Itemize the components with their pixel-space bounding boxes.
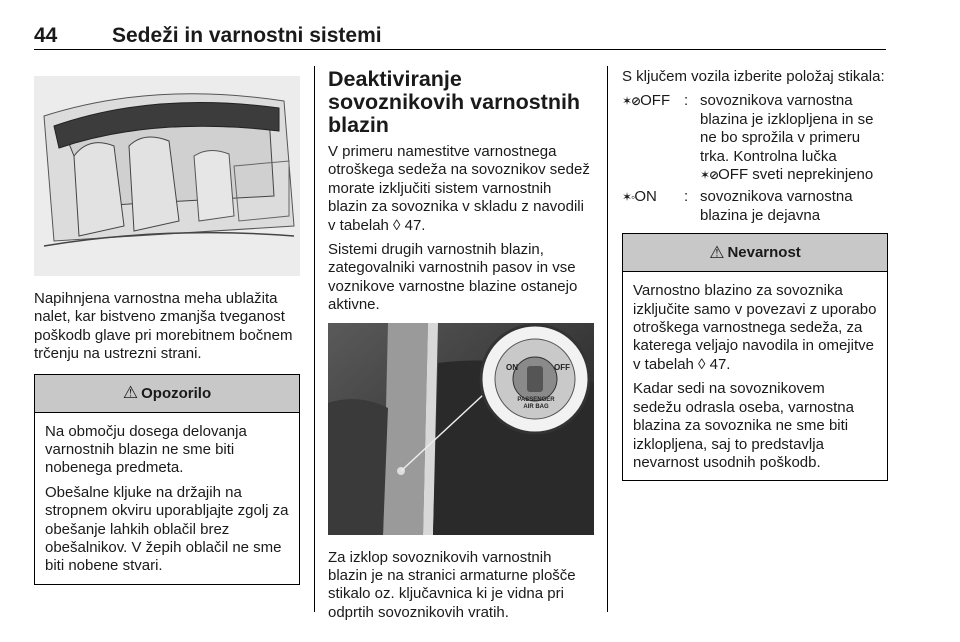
page-number: 44 <box>34 24 58 47</box>
switch-off-label: OFF <box>554 362 570 372</box>
intro-paragraph: S ključem vozila izberite položaj stikala: <box>622 68 885 85</box>
legend-separator: : <box>684 188 689 206</box>
warning-triangle-icon: ⚠ <box>709 242 725 262</box>
switch-plate-label: PASSENGER AIR BAG <box>517 396 555 410</box>
image-caption: Napihnjena varnostna meha ublažita nalet, kar bistveno zmanjša tveganost poškodb glave pri morebitnem bočnem trčenju na ustrezni strani. <box>34 290 293 363</box>
legend-separator: : <box>684 92 689 110</box>
page-header <box>34 24 886 50</box>
column-divider <box>314 66 315 612</box>
danger-body <box>623 272 887 480</box>
switch-on-label: ON <box>506 362 518 372</box>
legend-key: ON <box>634 188 657 206</box>
warning-paragraph: Obešalne kljuke na držajih na stropnem okviru uporabljajte zgolj za obešanje lahkih oblačil brez obešalnikov. V žepih oblačil ne sme biti nobene stvari. <box>45 483 289 575</box>
warning-paragraph: Na območju dosega delovanja varnostnih blazin ne sme biti nobenega predmeta. <box>45 422 247 477</box>
page-title: Sedeži in varnostni sistemi <box>112 24 382 47</box>
danger-header <box>623 234 887 272</box>
legend-value-cont: OFF sveti neprekinjeno <box>718 166 874 184</box>
airbag-off-icon: ✶⊘ <box>700 168 719 183</box>
body-paragraph: Sistemi drugih varnostnih blazin, zategovalniki varnostnih pasov in vse voznikove varnostne blazine ostanejo aktivne. <box>328 241 578 314</box>
curtain-airbag-illustration <box>34 76 300 276</box>
legend-value: sovoznikova varnostna blazina je izklopljena in se ne bo sprožila v primeru trka. Kontrolna lučka <box>700 92 874 165</box>
column-3 <box>622 68 888 481</box>
airbag-on-icon: ✶◦ <box>622 190 635 205</box>
curtain-airbag-drawing <box>34 76 300 276</box>
danger-box <box>622 233 888 481</box>
column-2 <box>328 68 594 622</box>
danger-title: Nevarnost <box>727 244 801 262</box>
warning-title: Opozorilo <box>141 384 212 402</box>
airbag-switch-drawing <box>328 323 594 535</box>
body-paragraph: V primeru namestitve varnostnega otroškega sedeža na sovoznikov sedež morate izključiti sistem varnostnih blazin za sovoznika v skladu z navodili v tabelah ◊ 47. <box>328 143 590 234</box>
warning-body <box>35 413 299 584</box>
airbag-switch-photo <box>328 323 594 535</box>
photo-caption: Za izklop sovoznikovih varnostnih blazin je na stranici armaturne plošče stikalo oz. ključavnica ki je vidna pri odprtih sovoznikovih vratih. <box>328 548 576 621</box>
warning-triangle-icon: ⚠ <box>122 383 139 403</box>
legend-row-off <box>622 92 888 184</box>
legend-value: sovoznikova varnostna blazina je dejavna <box>700 188 853 224</box>
danger-paragraph: Varnostno blazino za sovoznika izključite samo v povezavi z uporabo otroškega varnostnega sedeža, za katerega veljajo navodila in omejitve v tabelah ◊ 47. <box>633 282 877 373</box>
warning-header <box>35 375 299 413</box>
column-divider <box>607 66 608 612</box>
legend-key: OFF <box>640 92 671 110</box>
warning-box <box>34 374 300 585</box>
section-heading: Deaktiviranje sovoznikovih varnostnih blazin <box>328 67 581 137</box>
column-1 <box>34 76 300 585</box>
danger-paragraph: Kadar sedi na sovoznikovem sedežu odrasla oseba, varnostna blazina za sovoznika ne sme biti izklopljena, saj to predstavlja nevarnost usodnih poškodb. <box>633 380 854 471</box>
airbag-off-icon: ✶⊘ <box>622 94 641 109</box>
legend-row-on <box>622 188 888 225</box>
